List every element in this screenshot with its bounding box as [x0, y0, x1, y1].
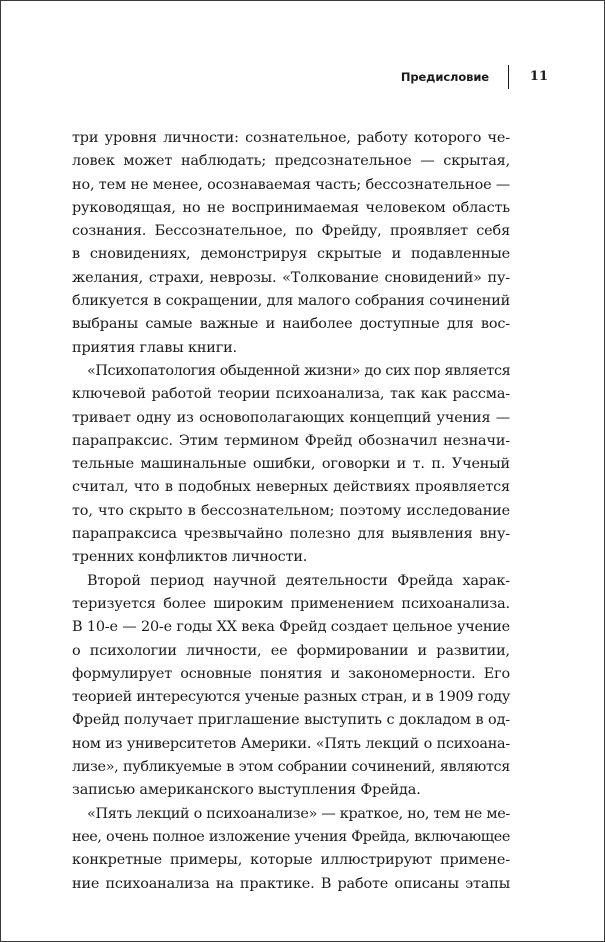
text-line: В 10-е — 20-е годы XX века Фрейд создает цельное учение — [72, 619, 510, 636]
text-line: выбраны самые важные и наиболее доступные для вос- — [72, 316, 510, 333]
text-line: Второй период научной деятельности Фрейда харак- — [87, 572, 510, 589]
text-line: о психологии личности, ее формировании и развитии, — [72, 642, 510, 659]
text-line: теорией интересуются ученые разных стран, и в 1909 году — [72, 689, 510, 706]
text-line: желания, страхи, неврозы. «Толкование сновидений» пу- — [72, 269, 510, 286]
text-line: парапраксис. Этим термином Фрейд обозначил незначи- — [72, 432, 510, 449]
text-line: ключевой работой теории психоанализа, так как рассма- — [72, 386, 510, 403]
text-line: сознания. Бессознательное, по Фрейду, проявляет себя — [72, 223, 510, 240]
text-line: тривает одну из основополагающих концепций учения — — [72, 409, 510, 426]
text-line: в сновидениях, демонстрируя скрытые и подавленные — [72, 246, 510, 263]
text-line: тренних конфликтов личности. — [72, 549, 308, 566]
text-line: ние психоанализа на практике. В работе описаны этапы — [72, 875, 510, 892]
text-line: теризуется более широким применением психоанализа. — [72, 595, 510, 612]
running-head — [1, 67, 549, 89]
text-line: ловек может наблюдать; предсознательное — скрытая, — [72, 153, 510, 170]
text-line: парапраксиса чрезвычайно полезно для выявления вну- — [72, 526, 510, 543]
text-line: записью американского выступления Фрейда. — [72, 782, 421, 799]
text-line: нее, очень полное изложение учения Фрейда, включающее — [72, 828, 510, 845]
text-line: формулирует основные понятия и закономерности. Его — [72, 665, 510, 682]
text-line: руководящая, но не воспринимаемая человеком область — [72, 199, 510, 216]
text-line: тельные машинальные ошибки, оговорки и т. п. Ученый — [72, 456, 510, 473]
header-divider — [508, 65, 509, 89]
text-line: лизе», публикуемые в этом собрании сочинений, являются — [72, 759, 510, 776]
text-line: три уровня личности: сознательное, работу которого че- — [72, 130, 510, 146]
text-line: «Психопатология обыденной жизни» до сих пор является — [87, 362, 511, 379]
text-line: ном из университетов Америки. «Пять лекций о психоана- — [72, 735, 510, 752]
text-line: Фрейд получает приглашение выступить с докладом в од- — [72, 712, 510, 729]
body-text — [72, 127, 510, 896]
text-line: конкретные примеры, которые иллюстрируют примене- — [72, 852, 510, 869]
page-number: 11 — [529, 69, 548, 84]
text-line: бликуется в сокращении, для малого собрания сочинений — [72, 293, 510, 310]
text-line: то, что скрыто в бессознательном; поэтому исследование — [72, 502, 510, 519]
text-line: но, тем не менее, осознаваемая часть; бессознательное — — [72, 176, 511, 193]
text-line: считал, что в подобных неверных действиях проявляется — [72, 479, 510, 496]
text-line: «Пять лекций о психоанализе» — краткое, но, тем не ме- — [87, 805, 510, 822]
section-title: Предисловие — [400, 70, 489, 84]
text-line: приятия главы книги. — [72, 339, 237, 356]
